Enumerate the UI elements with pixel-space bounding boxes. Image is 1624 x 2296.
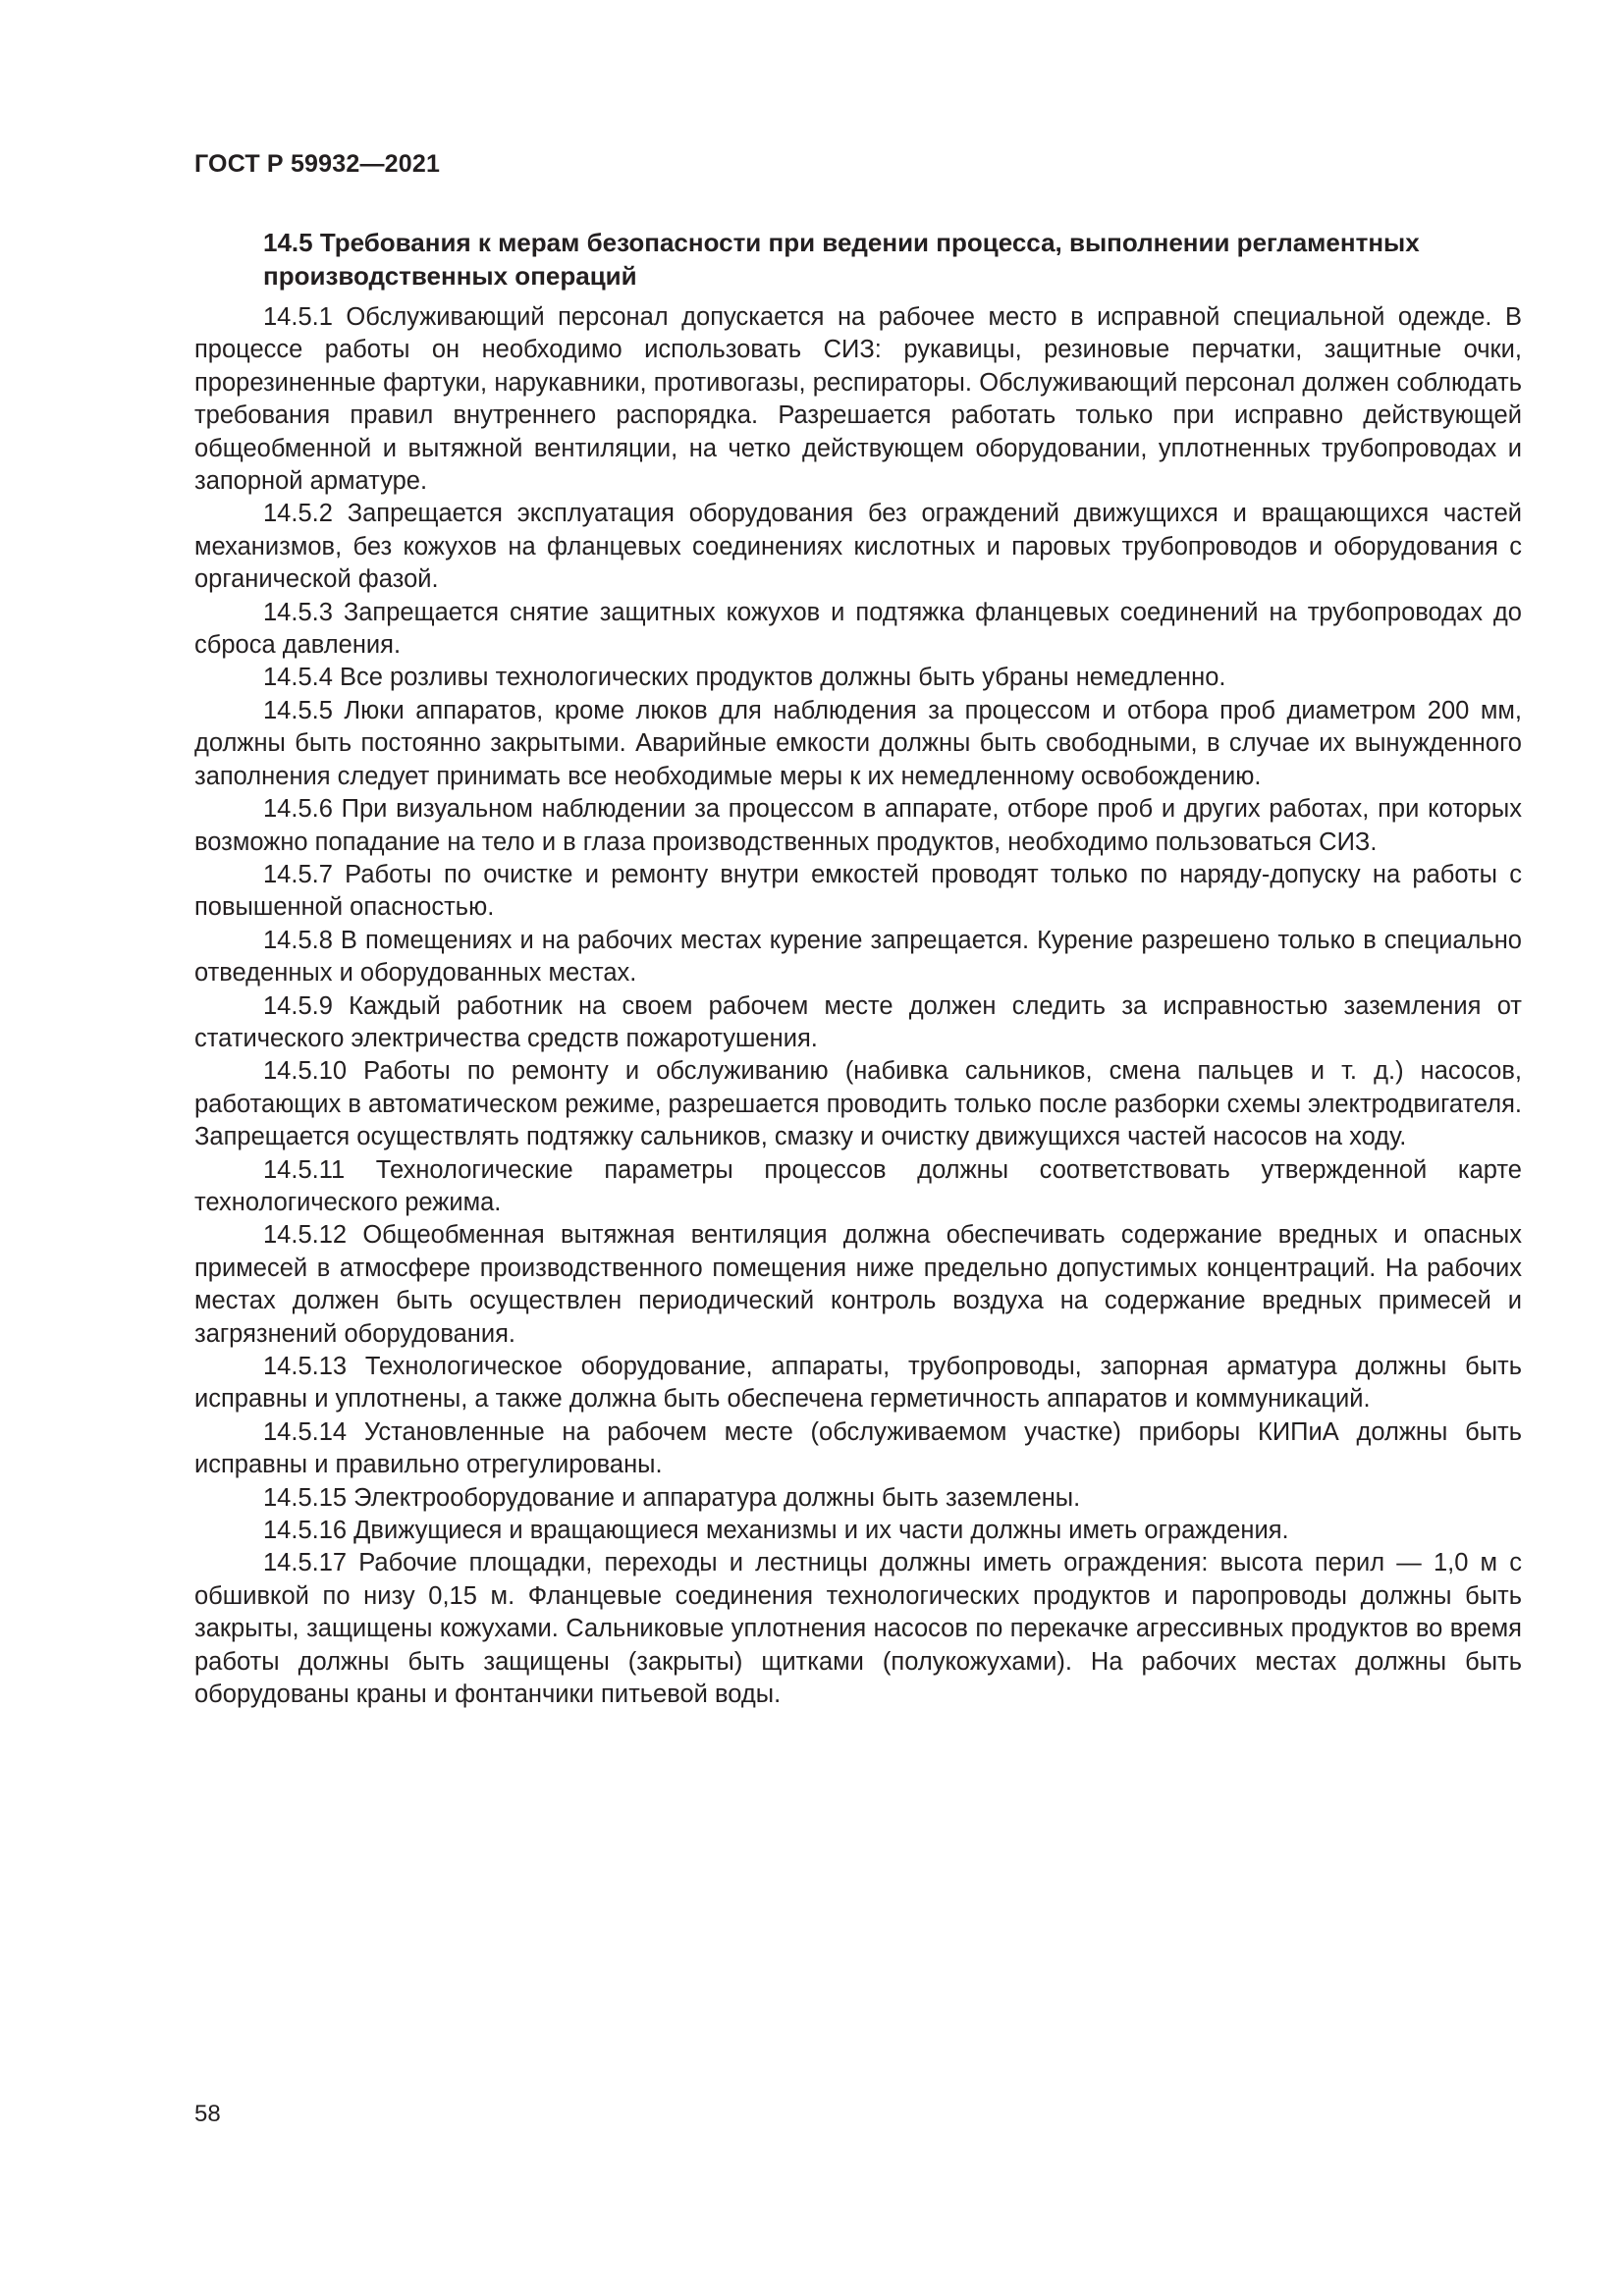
clause-14-5-8: 14.5.8 В помещениях и на рабочих местах курение запрещается. Курение разрешено только в специально отведенных и оборудованных местах.: [194, 926, 1522, 988]
clause-14-5-13: 14.5.13 Технологическое оборудование, аппараты, трубопроводы, запорная арматура должны быть исправны и уплотнены, а также должна быть обеспечена герметичность аппаратов и коммуникаций.: [194, 1353, 1522, 1414]
clause-14-5-2: 14.5.2 Запрещается эксплуатация оборудования без ограждений движущихся и вращающихся частей механизмов, без кожухов на фланцевых соединениях кислотных и паровых трубопроводов и оборудования с органической фазой.: [194, 500, 1522, 594]
clause-14-5-4: 14.5.4 Все розливы технологических продуктов должны быть убраны немедленно.: [263, 664, 1226, 692]
clause-14-5-10: 14.5.10 Работы по ремонту и обслуживанию (набивка сальников, смена пальцев и т. д.) насосов, работающих в автоматическом режиме, разрешается проводить только после разборки схемы электродвигателя. Запрещается осуществлять подтяжку сальников, смазку и очистку движущихся частей насосов на ходу.: [194, 1057, 1522, 1151]
clause-14-5-15: 14.5.15 Электрооборудование и аппаратура должны быть заземлены.: [263, 1483, 1081, 1512]
clause-14-5-9: 14.5.9 Каждый работник на своем рабочем месте должен следить за исправностью заземления от статического электричества средств пожаротушения.: [194, 991, 1522, 1052]
clause-14-5-16: 14.5.16 Движущиеся и вращающиеся механизмы и их части должны иметь ограждения.: [263, 1517, 1289, 1545]
clause-14-5-7: 14.5.7 Работы по очистке и ремонту внутри емкостей проводят только по наряду-допуску на работы с повышенной опасностью.: [194, 860, 1522, 922]
section-heading: 14.5 Требования к мерам безопасности при ведении процесса, выполнении регламентных производственных операций: [263, 228, 1420, 291]
clause-14-5-5: 14.5.5 Люки аппаратов, кроме люков для наблюдения за процессом и отбора проб диаметром 200 мм, должны быть постоянно закрытыми. Аварийные емкости должны быть свободными, в случае их вынужденного заполнения следует принимать все необходимые меры к их немедленному освобождению.: [194, 696, 1522, 790]
clause-14-5-12: 14.5.12 Общеобменная вытяжная вентиляция должна обеспечивать содержание вредных и опасных примесей в атмосфере производственного помещения ниже предельно допустимых концентраций. На рабочих местах должен быть осуществлен периодический контроль воздуха на содержание вредных примесей и загрязнений оборудования.: [194, 1221, 1522, 1348]
clause-14-5-11: 14.5.11 Технологические параметры процессов должны соответствовать утвержденной карте технологического режима.: [194, 1155, 1522, 1216]
clause-14-5-1: 14.5.1 Обслуживающий персонал допускается на рабочее место в исправной специальной одежде. В процессе работы он необходимо использовать СИЗ: рукавицы, резиновые перчатки, защитные очки, прорезиненные фартуки, нарукавники, противогазы, респираторы. Обслуживающий персонал должен соблюдать требования правил внутреннего распорядка. Разрешается работать только при исправно действующей общеобменной и вытяжной вентиляции, на четко действующем оборудовании, уплотненных трубопроводах и запорной арматуре.: [194, 303, 1522, 496]
clause-14-5-17: 14.5.17 Рабочие площадки, переходы и лестницы должны иметь ограждения: высота перил — 1,0 м с обшивкой по низу 0,15 м. Фланцевые соединения технологических продуктов и паропроводы должны быть закрыты, защищены кожухами. Сальниковые уплотнения насосов по перекачке агрессивных продуктов во время работы должны быть защищены (закрыты) щитками (полукожухами). На рабочих местах должны быть оборудованы краны и фонтанчики питьевой воды.: [194, 1549, 1522, 1709]
section-body: [194, 226, 1522, 1711]
clause-14-5-14: 14.5.14 Установленные на рабочем месте (обслуживаемом участке) приборы КИПиА должны быть исправны и правильно отрегулированы.: [194, 1417, 1522, 1479]
clause-14-5-6: 14.5.6 При визуальном наблюдении за процессом в аппарате, отборе проб и других работах, при которых возможно попадание на тело и в глаза производственных продуктов, необходимо пользоваться СИЗ.: [194, 795, 1522, 856]
page-number: 58: [194, 2101, 221, 2127]
document-code: ГОСТ Р 59932—2021: [194, 150, 441, 178]
clause-14-5-3: 14.5.3 Запрещается снятие защитных кожухов и подтяжка фланцевых соединений на трубопроводах до сброса давления.: [194, 598, 1522, 660]
